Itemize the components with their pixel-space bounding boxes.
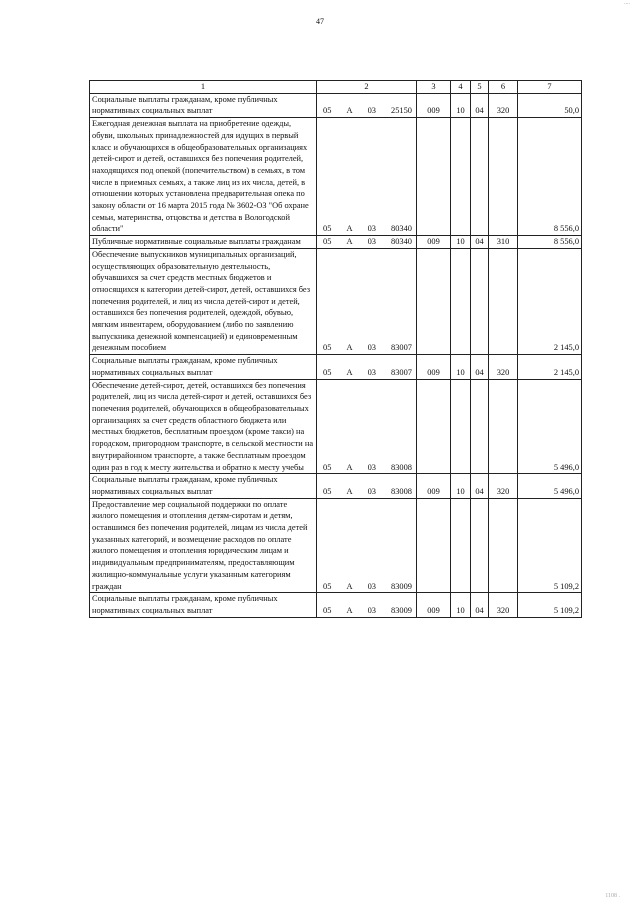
row-col-3: 009 [417,236,451,249]
code-part: 05 [323,605,332,615]
code-part: 03 [367,343,376,353]
bottom-mark: 1108 . [605,893,620,899]
row-name: Обеспечение выпускников муниципальных организаций, осуществляющих образовательную деятельность, обучавшихся за счет средств местных бюджетов и относящихся к категории детей-сирот, детей, оставшихся без попечения родителей, и лиц из числа детей-сирот и детей, оставшихся без попечения родителей, одеждой, обувью, мягким инвентарем, оборудованием (либо по заявлению выпускника денежной компенсацией) и единовременным денежным пособием [90,248,317,354]
row-col-4 [451,118,471,236]
code-part: 05 [323,462,332,472]
row-col-3: 009 [417,355,451,379]
row-col-3: 009 [417,93,451,117]
row-code [317,118,417,236]
row-col-3: 009 [417,593,451,617]
row-code [317,474,417,498]
row-col-4 [451,379,471,474]
code-part: 83008 [391,486,412,496]
column-header: 2 [317,81,417,94]
table-row [90,236,582,249]
row-col-5 [471,248,489,354]
row-amount: 50,0 [518,93,582,117]
row-col-5: 04 [471,236,489,249]
row-code [317,236,417,249]
row-code [317,498,417,593]
row-col-6 [489,498,518,593]
row-col-5 [471,379,489,474]
row-code [317,248,417,354]
code-part: А [346,224,353,234]
row-col-4 [451,248,471,354]
code-parts [317,462,416,474]
row-col-4: 10 [451,236,471,249]
row-col-3 [417,498,451,593]
code-part: А [346,486,353,496]
row-name: Социальные выплаты гражданам, кроме публичных нормативных социальных выплат [90,593,317,617]
row-name: Публичные нормативные социальные выплаты гражданам [90,236,317,249]
row-col-4: 10 [451,355,471,379]
row-col-5 [471,118,489,236]
code-part: 05 [323,106,332,116]
row-col-6: 320 [489,93,518,117]
row-col-5: 04 [471,593,489,617]
row-col-6 [489,379,518,474]
code-part: А [346,581,353,591]
table-row [90,118,582,236]
code-part: 03 [367,237,376,247]
row-col-6 [489,118,518,236]
row-col-5: 04 [471,474,489,498]
code-parts [317,605,416,617]
row-name: Предоставление мер социальной поддержки по оплате жилого помещения и отопления детям-сиротам и детям, оставшимся без попечения родителей, лицам из числа детей указанных категорий, и возмещение расходов по оплате жилого помещения и отопления юридическим лицам и индивидуальным предпринимателям, предоставляющим жилищно-коммунальные услуги указанным категориям граждан [90,498,317,593]
code-part: 80340 [391,237,412,247]
row-code [317,93,417,117]
row-name: Социальные выплаты гражданам, кроме публичных нормативных социальных выплат [90,355,317,379]
code-part: А [346,605,353,615]
row-col-3 [417,379,451,474]
code-part: А [346,343,353,353]
column-header: 5 [471,81,489,94]
row-col-3: 009 [417,474,451,498]
table-row [90,498,582,593]
column-header: 3 [417,81,451,94]
table-row [90,355,582,379]
page-number: 47 [316,17,324,26]
row-amount: 5 109,2 [518,498,582,593]
code-part: 05 [323,581,332,591]
code-parts [317,367,416,379]
code-part: 83009 [391,581,412,591]
row-col-4 [451,498,471,593]
code-part: А [346,106,353,116]
code-part: 05 [323,224,332,234]
code-parts [317,105,416,117]
row-col-6: 310 [489,236,518,249]
corner-mark: .... [624,0,630,6]
table-row [90,474,582,498]
row-amount: 5 496,0 [518,379,582,474]
row-code [317,593,417,617]
code-part: А [346,462,353,472]
table-row [90,248,582,354]
code-part: 03 [367,367,376,377]
table-row [90,93,582,117]
code-parts [317,581,416,593]
code-parts [317,342,416,354]
code-part: 83007 [391,367,412,377]
row-col-3 [417,118,451,236]
row-code [317,355,417,379]
code-part: 03 [367,224,376,234]
code-part: 25150 [391,106,412,116]
code-part: 83009 [391,605,412,615]
code-part: 83008 [391,462,412,472]
row-amount: 5 496,0 [518,474,582,498]
row-amount: 8 556,0 [518,118,582,236]
code-part: 03 [367,106,376,116]
code-part: 03 [367,581,376,591]
row-col-6: 320 [489,593,518,617]
row-amount: 5 109,2 [518,593,582,617]
row-col-4: 10 [451,93,471,117]
row-col-4: 10 [451,593,471,617]
column-header: 6 [489,81,518,94]
row-col-3 [417,248,451,354]
code-part: А [346,237,353,247]
row-col-4: 10 [451,474,471,498]
row-col-6 [489,248,518,354]
column-header: 4 [451,81,471,94]
table-row [90,379,582,474]
code-part: 03 [367,486,376,496]
row-name: Обеспечение детей-сирот, детей, оставшихся без попечения родителей, лиц из числа детей-сирот и детей, оставшихся без попечения родителей, обучающихся в общеобразовательных организациях за счет средств областного бюджета или местных бюджетов, бесплатным проездом (кроме такси) на городском, пригородном транспорте, в сельской местности на внутрирайонном транспорте, а также бесплатным проездом один раз в год к месту жительства и обратно к месту учебы [90,379,317,474]
code-part: 80340 [391,224,412,234]
row-col-6: 320 [489,355,518,379]
code-part: 05 [323,343,332,353]
column-header: 1 [90,81,317,94]
table-row [90,593,582,617]
row-name: Социальные выплаты гражданам, кроме публичных нормативных социальных выплат [90,474,317,498]
code-parts [317,486,416,498]
column-header: 7 [518,81,582,94]
row-amount: 2 145,0 [518,355,582,379]
row-col-5: 04 [471,93,489,117]
code-part: 03 [367,605,376,615]
code-part: 03 [367,462,376,472]
code-parts [317,223,416,235]
row-name: Социальные выплаты гражданам, кроме публичных нормативных социальных выплат [90,93,317,117]
code-part: 05 [323,486,332,496]
row-amount: 8 556,0 [518,236,582,249]
code-part: 05 [323,237,332,247]
row-code [317,379,417,474]
row-name: Ежегодная денежная выплата на приобретение одежды, обуви, школьных принадлежностей для идущих в первый класс и обучающихся в общеобразовательных организациях детей-сирот и детей, оставшихся без попечения родителей, находящихся под опекой (попечительством) в семьях, в том числе в приемных семьях, а также лиц из их числа, детей, в отношении которых установлена предварительная опека по закону области от 16 марта 2015 года № 3602-ОЗ "Об охране семьи, материнства, отцовства и детства в Вологодской области" [90,118,317,236]
row-col-5: 04 [471,355,489,379]
row-amount: 2 145,0 [518,248,582,354]
code-part: 05 [323,367,332,377]
row-col-5 [471,498,489,593]
code-part: А [346,367,353,377]
row-col-6: 320 [489,474,518,498]
code-parts [317,236,416,248]
code-part: 83007 [391,343,412,353]
table-header-row [90,81,582,94]
budget-table [89,80,582,618]
